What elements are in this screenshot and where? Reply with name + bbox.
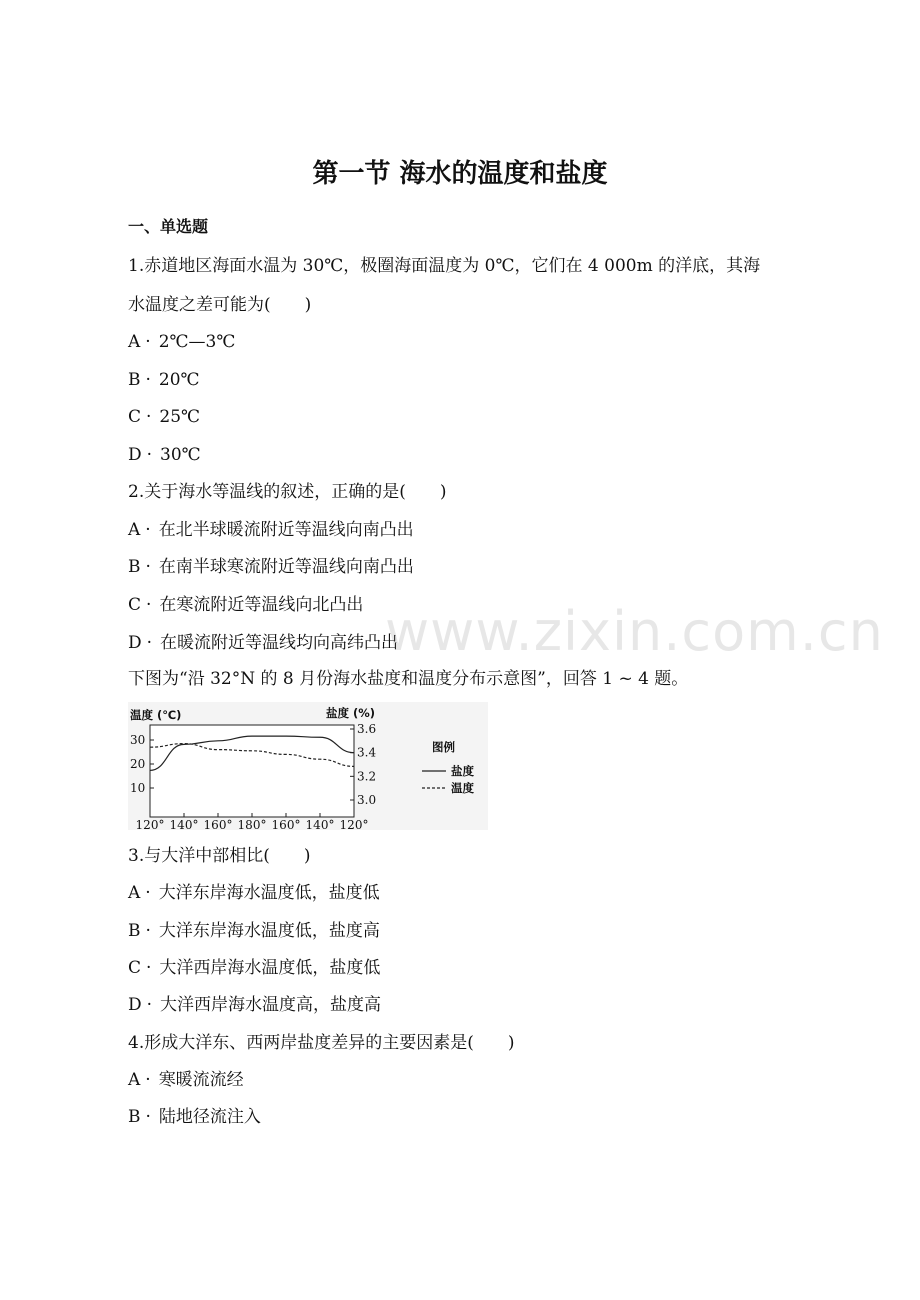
x-tick-label: 120° (339, 818, 369, 830)
question-1-option-d[interactable]: D · 30℃ (128, 442, 201, 468)
option-text: 大洋西岸海水温度高，盐度高 (160, 995, 382, 1015)
option-letter: D (128, 633, 142, 653)
option-letter: B (128, 557, 141, 577)
option-text: 大洋西岸海水温度低，盐度低 (159, 958, 381, 978)
question-2-option-d[interactable]: D · 在暖流附近等温线均向高纬凸出 (128, 630, 398, 656)
option-letter: A (128, 332, 141, 352)
option-text: 大洋东岸海水温度低，盐度低 (158, 883, 380, 903)
question-4-option-a[interactable]: A · 寒暖流流经 (128, 1067, 244, 1093)
x-tick-label: 120° (135, 818, 165, 830)
right-tick-label: 3.4 (357, 745, 377, 760)
option-text: 30℃ (160, 445, 201, 465)
right-axis-label: 盐度 (%) (326, 706, 376, 720)
legend-label-temperature: 温度 (451, 781, 474, 795)
option-letter: C (128, 958, 142, 978)
option-text: 陆地径流注入 (158, 1107, 261, 1127)
option-text: 20℃ (158, 370, 200, 390)
legend-title: 图例 (432, 740, 455, 754)
option-text: 寒暖流流经 (158, 1070, 244, 1090)
section-heading: 一、单选题 (128, 217, 209, 236)
question-2-line-1: 2.关于海水等温线的叙述，正确的是( ) (128, 482, 447, 502)
x-tick-label: 160° (203, 818, 233, 830)
question-2-option-b[interactable]: B · 在南半球寒流附近等温线向南凸出 (128, 554, 414, 580)
watermark: www.zixin.com.cn (385, 600, 884, 663)
question-4-line-1: 4.形成大洋东、西两岸盐度差异的主要因素是( ) (128, 1033, 515, 1053)
question-1-line-1: 1.赤道地区海面水温为 30℃，极圈海面温度为 0℃，它们在 4 000m 的洋底，其海 (128, 256, 761, 276)
right-tick-label: 3.2 (357, 769, 377, 784)
option-letter: D (128, 995, 142, 1015)
option-letter: C (128, 595, 142, 615)
question-3-option-b[interactable]: B · 大洋东岸海水温度低，盐度高 (128, 918, 380, 944)
x-tick-label: 160° (271, 818, 301, 830)
question-3-option-a[interactable]: A · 大洋东岸海水温度低，盐度低 (128, 880, 380, 906)
question-3-option-c[interactable]: C · 大洋西岸海水温度低，盐度低 (128, 955, 380, 981)
chart-svg (128, 702, 488, 830)
left-tick-label: 30 (130, 733, 146, 747)
salinity-temperature-chart (128, 702, 488, 830)
figure-intro: 下图为“沿 32°N 的 8 月份海水盐度和温度分布示意图”，回答 1 ~ 4 题。 (128, 669, 689, 689)
plot-area (150, 725, 354, 817)
x-tick-label: 180° (237, 818, 267, 830)
question-1-line-2: 水温度之差可能为( ) (128, 295, 312, 315)
question-4-option-b[interactable]: B · 陆地径流注入 (128, 1104, 261, 1130)
option-text: 25℃ (159, 407, 201, 427)
right-tick-label: 3.0 (357, 793, 377, 807)
option-text: 在暖流附近等温线均向高纬凸出 (160, 633, 399, 653)
option-letter: B (128, 921, 141, 941)
question-3-line-1: 3.与大洋中部相比( ) (128, 846, 311, 866)
question-3-option-d[interactable]: D · 大洋西岸海水温度高，盐度高 (128, 992, 381, 1018)
option-text: 2℃—3℃ (158, 332, 236, 352)
question-2-option-c[interactable]: C · 在寒流附近等温线向北凸出 (128, 592, 363, 618)
option-text: 在北半球暖流附近等温线向南凸出 (158, 520, 414, 540)
option-letter: B (128, 370, 141, 390)
left-tick-label: 10 (130, 781, 146, 795)
option-letter: A (128, 883, 141, 903)
right-tick-label: 3.6 (357, 722, 377, 736)
question-1-option-c[interactable]: C · 25℃ (128, 404, 200, 430)
option-text: 大洋东岸海水温度低，盐度高 (158, 921, 380, 941)
question-1-option-a[interactable]: A · 2℃—3℃ (128, 329, 235, 355)
legend-label-salinity: 盐度 (451, 764, 474, 778)
option-letter: D (128, 445, 142, 465)
question-2-option-a[interactable]: A · 在北半球暖流附近等温线向南凸出 (128, 517, 414, 543)
option-letter: A (128, 1070, 141, 1090)
left-axis-label: 温度 (℃) (130, 708, 182, 722)
option-text: 在寒流附近等温线向北凸出 (159, 595, 364, 615)
page-title: 第一节 海水的温度和盐度 (312, 159, 608, 189)
option-letter: A (128, 520, 141, 540)
option-text: 在南半球寒流附近等温线向南凸出 (158, 557, 414, 577)
x-tick-label: 140° (305, 818, 335, 830)
left-tick-label: 20 (130, 757, 146, 771)
question-1-option-b[interactable]: B · 20℃ (128, 367, 200, 393)
option-letter: B (128, 1107, 141, 1127)
option-letter: C (128, 407, 142, 427)
x-tick-label: 140° (169, 818, 199, 830)
